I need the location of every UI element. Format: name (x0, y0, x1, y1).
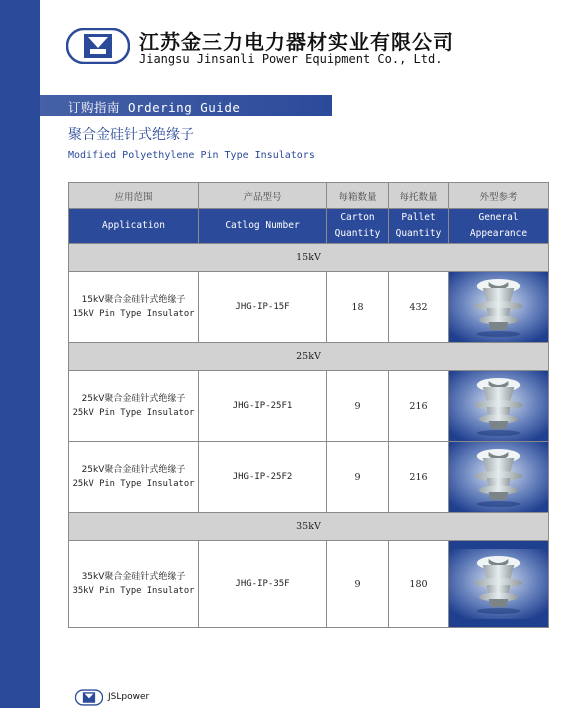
pallet-quantity-cell: 180 (389, 541, 449, 628)
ordering-guide-banner (40, 95, 332, 116)
carton-quantity-cell: 9 (327, 541, 389, 628)
catalog-number-cell: JHG-IP-35F (199, 541, 327, 628)
section-label: 35kV (69, 513, 549, 541)
pallet-quantity-cell: 432 (389, 272, 449, 343)
header-row-en (69, 209, 549, 244)
ordering-table (68, 182, 549, 628)
jsl-logo-icon (66, 28, 130, 64)
insulator-photo (449, 371, 549, 442)
left-accent-bar (0, 0, 40, 708)
carton-quantity-cell: 9 (327, 442, 389, 513)
insulator-photo (449, 442, 549, 513)
insulator-photo (449, 541, 549, 628)
header-application-cn: 应用范围 (69, 183, 199, 209)
application-cell: 25kV聚合金硅针式绝缘子 25kV Pin Type Insulator (69, 371, 199, 442)
header-pallet-cn: 每托数量 (389, 183, 449, 209)
application-cell: 35kV聚合金硅针式绝缘子 35kV Pin Type Insulator (69, 541, 199, 628)
header-row-cn (69, 183, 549, 209)
table-row (69, 371, 549, 442)
insulator-photo (449, 272, 549, 343)
section-label: 25kV (69, 343, 549, 371)
pallet-quantity-cell: 216 (389, 371, 449, 442)
header-carton-cn: 每箱数量 (327, 183, 389, 209)
header-application-en: Application (69, 209, 199, 244)
header-carton-en: Carton Quantity (327, 209, 389, 244)
catalog-number-cell: JHG-IP-25F2 (199, 442, 327, 513)
jsl-footer-logo-icon (75, 689, 103, 706)
product-title-cn: 聚合金硅针式绝缘子 (68, 127, 194, 143)
company-name-cn: 江苏金三力电力器材实业有限公司 (139, 30, 454, 54)
section-row-35kv (69, 513, 549, 541)
ordering-guide-title: 订购指南 Ordering Guide (68, 100, 241, 115)
table-row (69, 272, 549, 343)
section-row-25kv (69, 343, 549, 371)
header-appearance-cn: 外型参考 (449, 183, 549, 209)
header-pallet-en: Pallet Quantity (389, 209, 449, 244)
company-name-en: Jiangsu Jinsanli Power Equipment Co., Ltd. (139, 52, 443, 66)
header-catalog-en: Catlog Number (199, 209, 327, 244)
catalog-number-cell: JHG-IP-25F1 (199, 371, 327, 442)
carton-quantity-cell: 18 (327, 272, 389, 343)
section-label: 15kV (69, 244, 549, 272)
table-row (69, 541, 549, 628)
application-cell: 25kV聚合金硅针式绝缘子 25kV Pin Type Insulator (69, 442, 199, 513)
pallet-quantity-cell: 216 (389, 442, 449, 513)
footer-brand: JSLpower (108, 692, 150, 702)
section-row-15kv (69, 244, 549, 272)
header-appearance-en: General Appearance (449, 209, 549, 244)
header-catalog-cn: 产品型号 (199, 183, 327, 209)
carton-quantity-cell: 9 (327, 371, 389, 442)
application-cell: 15kV聚合金硅针式绝缘子 15kV Pin Type Insulator (69, 272, 199, 343)
product-title-en: Modified Polyethylene Pin Type Insulators (68, 150, 315, 161)
table-row (69, 442, 549, 513)
catalog-number-cell: JHG-IP-15F (199, 272, 327, 343)
